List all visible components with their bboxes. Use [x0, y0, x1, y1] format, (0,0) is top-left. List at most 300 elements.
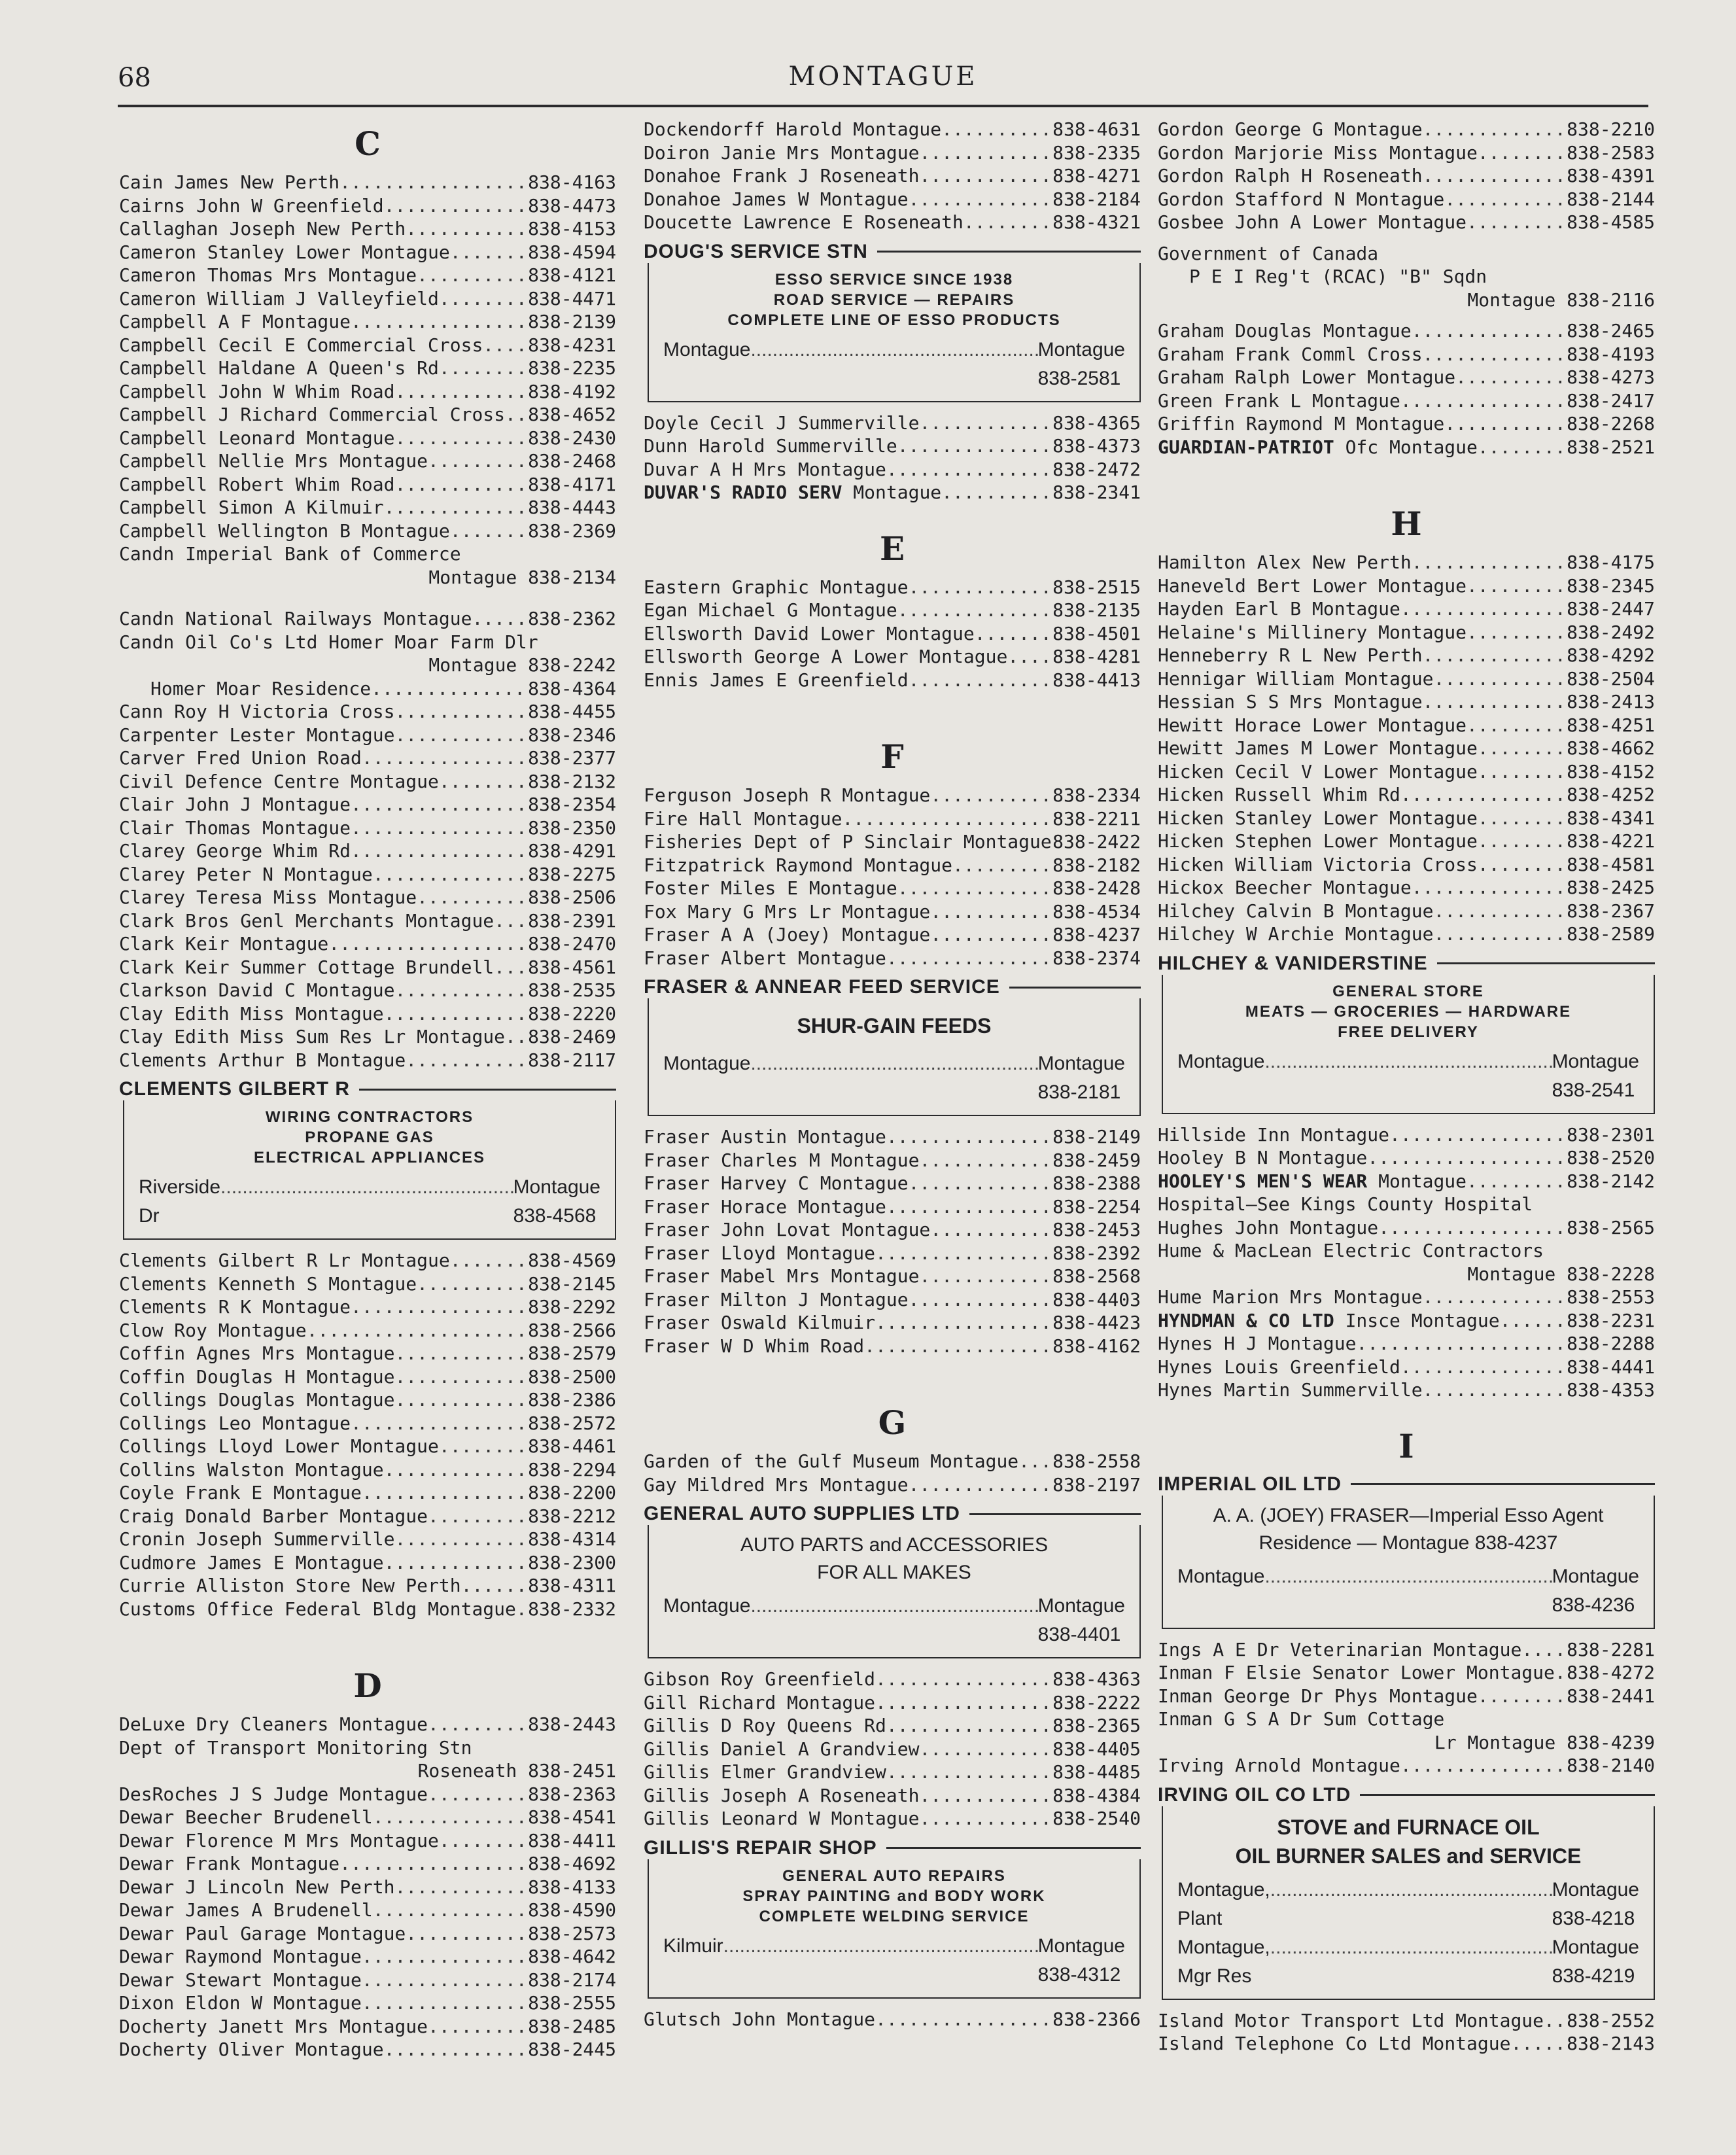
- listing-phone: 838-4501: [1052, 622, 1141, 644]
- listing-name: Hamilton Alex New Perth: [1158, 552, 1412, 573]
- listing-group: [644, 412, 1141, 482]
- listing-group: [119, 1249, 616, 1621]
- listing-entry: [119, 1852, 616, 1876]
- listing-phone: Lr Montague 838-4239: [1434, 1731, 1655, 1753]
- listing-phone: 838-2589: [1567, 923, 1655, 945]
- listing-name: Hewitt James M Lower Montague: [1158, 737, 1478, 759]
- listing-phone: 838-4652: [528, 404, 616, 425]
- listing-name: Campbell A F Montague: [119, 311, 351, 332]
- listing-entry: [1158, 1123, 1655, 1147]
- listing-phone: 838-2132: [528, 770, 616, 792]
- listing-name: Clark Bros Genl Merchants Montague: [119, 909, 495, 932]
- listing-phone: 838-4485: [1052, 1761, 1141, 1783]
- listing-name: Dewar Frank Montague: [119, 1853, 340, 1874]
- listing-entry: [644, 1288, 1141, 1312]
- listing-name: Irving Arnold Montague: [1158, 1755, 1400, 1776]
- listing-entry: [1158, 389, 1655, 413]
- listing-phone: 838-2222: [1052, 1691, 1141, 1713]
- listing-group: [644, 118, 1141, 234]
- listing-name: Foster Miles E Montague: [644, 877, 897, 899]
- listing-entry: [644, 1784, 1141, 1808]
- listing-name: DeLuxe Dry Cleaners Montague: [119, 1713, 428, 1735]
- listing-group: [1158, 551, 1655, 946]
- listing-entry: [119, 1458, 616, 1482]
- listing-name: Griffin Raymond M Montague: [1158, 413, 1445, 434]
- listing-name: Graham Frank Comml Cross: [1158, 343, 1423, 365]
- ad-address: Montague, Plant: [1177, 1878, 1270, 1929]
- listing-entry: [644, 1714, 1141, 1738]
- listing-name: Clarey Peter N Montague: [119, 863, 373, 885]
- listing-entry: [1158, 807, 1655, 830]
- ad-address: Riverside Dr: [139, 1176, 221, 1227]
- listing-entry: [119, 1528, 616, 1551]
- listing-entry: [119, 1249, 616, 1272]
- ad-line: OIL BURNER SALES and SERVICE: [1235, 1844, 1582, 1868]
- column-3: [1158, 118, 1655, 2056]
- listing-phone: 838-2117: [528, 1049, 616, 1071]
- listing-phone: 838-2558: [1052, 1450, 1141, 1472]
- listing-entry: [644, 1265, 1141, 1288]
- listing-name: Hicken Russell Whim Rd: [1158, 784, 1400, 805]
- listing-entry: [119, 631, 616, 654]
- listing-phone: 838-2425: [1567, 877, 1655, 898]
- listing-entry: [1158, 188, 1655, 211]
- listing-phone: 838-2443: [528, 1713, 616, 1735]
- listing-phone: 838-4353: [1567, 1379, 1655, 1401]
- listing-name: Donahoe James W Montague: [644, 188, 909, 210]
- listing-phone: 838-2579: [528, 1342, 616, 1364]
- listing-entry: [1158, 1378, 1655, 1402]
- listing-entry: [1158, 1332, 1655, 1356]
- listing-phone: 838-2565: [1567, 1216, 1655, 1238]
- listing-entry: [644, 1125, 1141, 1149]
- listing-entry: [119, 1806, 616, 1829]
- listing-entry: [119, 287, 616, 311]
- listing-name: Campbell J Richard Commercial Cross: [119, 404, 506, 425]
- ad-gillis-repair: [644, 1837, 1141, 1999]
- listing-entry: [119, 1025, 616, 1049]
- listing-entry: [119, 496, 616, 519]
- listing-entry: [119, 956, 616, 979]
- listing-name: Fraser Milton J Montague: [644, 1288, 909, 1310]
- listing-entry: [1158, 319, 1655, 343]
- listing-name: Government of Canada: [1158, 242, 1379, 264]
- listing-name: DesRoches J S Judge Montague: [119, 1783, 428, 1805]
- listing-name: Gordon Ralph H Roseneath: [1158, 165, 1423, 186]
- listing-name: Inman G S A Dr Sum Cottage: [1158, 1708, 1445, 1730]
- listing-phone: 838-2388: [1052, 1172, 1141, 1194]
- listing-entry: [119, 793, 616, 816]
- listing-phone: 838-4441: [1567, 1356, 1655, 1378]
- listing-name: Gosbee John A Lower Montague: [1158, 211, 1467, 233]
- listing-group: [1158, 319, 1655, 436]
- listing-phone: 838-4251: [1567, 714, 1655, 736]
- listing-name: Collings Douglas Montague: [119, 1389, 395, 1410]
- ad-address: Montague: [663, 1053, 751, 1074]
- listing-name: Clair Thomas Montague: [119, 816, 351, 839]
- listing-name: Docherty Oliver Montague: [119, 2039, 384, 2060]
- listing-phone: 838-2377: [528, 747, 616, 769]
- listing-name: Dixon Eldon W Montague: [119, 1992, 362, 2014]
- listing-name: Craig Donald Barber Montague: [119, 1505, 428, 1527]
- listing-phone: 838-2441: [1567, 1685, 1655, 1707]
- listing-phone: 838-2149: [1052, 1126, 1141, 1148]
- listing-entry: [644, 1195, 1141, 1219]
- listing-phone: 838-2346: [528, 724, 616, 746]
- listing-entry: [644, 784, 1141, 807]
- listing-phone: 838-2275: [528, 863, 616, 885]
- listing-entry: [119, 979, 616, 1002]
- listing-entry: [644, 164, 1141, 188]
- listing-entry: [644, 1807, 1141, 1831]
- listing-name: Clair John J Montague: [119, 794, 351, 815]
- listing-phone: 838-2144: [1567, 188, 1655, 210]
- listing-entry: [644, 2008, 1141, 2031]
- listing-phone: 838-2184: [1052, 188, 1141, 210]
- listing-phone: 838-2367: [1567, 900, 1655, 922]
- listing-phone: 838-2281: [1567, 1638, 1655, 1660]
- listing-phone: 838-2555: [528, 1992, 616, 2014]
- listing-entry: [119, 1272, 616, 1296]
- listing-entry: [1158, 1239, 1655, 1263]
- listing-entry: [1158, 1146, 1655, 1170]
- listing-phone: 838-2573: [528, 1922, 616, 1944]
- listing-name: Inman F Elsie Senator Lower Montague: [1158, 1662, 1555, 1683]
- listing-phone: 838-2200: [528, 1482, 616, 1503]
- listing-entry: [119, 1049, 616, 1072]
- listing-phone: 838-4341: [1567, 807, 1655, 829]
- listing-name: Montague: [1378, 1170, 1467, 1192]
- page-number: 68: [118, 63, 151, 93]
- listing-phone: 838-4221: [1567, 830, 1655, 852]
- listing-entry: [1158, 551, 1655, 574]
- listing-name: Fraser Horace Montague: [644, 1195, 886, 1218]
- listing-name: Docherty Janett Mrs Montague: [119, 2015, 428, 2037]
- listing-phone: 838-4534: [1052, 900, 1141, 922]
- listing-entry: [644, 1761, 1141, 1784]
- listing-phone: 838-4692: [528, 1853, 616, 1874]
- listing-entry: [1158, 760, 1655, 784]
- listing-entry: [119, 1945, 616, 1969]
- listing-name: Hicken Stephen Lower Montague: [1158, 830, 1478, 852]
- listing-phone: 838-2535: [528, 979, 616, 1001]
- listing-phone: 838-4384: [1052, 1784, 1141, 1806]
- listing-name: Clements Kenneth S Montague: [119, 1272, 417, 1295]
- listing-entry: [119, 746, 616, 770]
- ad-irving-oil: [1158, 1784, 1655, 2000]
- listing-entry: [644, 1242, 1141, 1265]
- listing-name: Campbell Haldane A Queen's Rd: [119, 357, 439, 379]
- listing-entry: [644, 1473, 1141, 1497]
- listing-entry: [119, 473, 616, 497]
- listing-name: Clements Gilbert R Lr Montague: [119, 1250, 450, 1271]
- listing-name: Ferguson Joseph R Montague: [644, 784, 931, 806]
- listing-entry: [644, 947, 1141, 970]
- listing-phone: 838-4423: [1052, 1312, 1141, 1333]
- ad-line: ESSO SERVICE SINCE 1938: [774, 270, 1014, 289]
- ad-phone: Montague 838-4219: [1552, 1936, 1639, 1987]
- listing-entry: [644, 900, 1141, 924]
- listing-entry: [1158, 265, 1655, 289]
- listing-phone: 838-2362: [528, 608, 616, 629]
- listing-entry: [119, 839, 616, 863]
- listing-name: Hughes John Montague: [1158, 1216, 1379, 1238]
- listing-entry: [119, 194, 616, 218]
- ad-line: PROPANE GAS: [305, 1129, 434, 1146]
- listing-entry: [1158, 141, 1655, 165]
- listing-phone: 838-2363: [528, 1783, 616, 1805]
- listing-group: [1158, 1638, 1655, 1708]
- listing-group: [644, 576, 1141, 692]
- listing-name: Hynes Martin Summerville: [1158, 1379, 1423, 1401]
- listing-name: Ofc Montague: [1345, 436, 1478, 458]
- listing-name: Gordon George G Montague: [1158, 118, 1423, 140]
- listing-entry: [1158, 2009, 1655, 2033]
- listing-name: Ellsworth George A Lower Montague: [644, 646, 1008, 667]
- listing-phone: 838-2140: [1567, 1755, 1655, 1776]
- listing-name: Dunn Harold Summerville: [644, 435, 897, 457]
- listing-phone: 838-4662: [1567, 737, 1655, 759]
- listing-name: Fraser Albert Montague: [644, 947, 886, 969]
- listing-name: Hicken Stanley Lower Montague: [1158, 807, 1478, 829]
- listing-phone: 838-2182: [1052, 854, 1141, 876]
- listing-phone: 838-2135: [1052, 599, 1141, 621]
- listing-entry: [119, 1598, 616, 1621]
- listing-name: Cann Roy H Victoria Cross: [119, 701, 395, 722]
- listing-entry: [1158, 1638, 1655, 1662]
- listing-group: [119, 1783, 616, 2061]
- listing-phone: 838-2334: [1052, 784, 1141, 806]
- listing-name: Dewar J Lincoln New Perth: [119, 1876, 395, 1898]
- listing-phone: Montague 838-2134: [428, 566, 616, 588]
- listing-name: Campbell John W Whim Road: [119, 380, 395, 402]
- listing-entry: [644, 1218, 1141, 1242]
- ad-box: [648, 1859, 1141, 1999]
- ad-phone: Montague 838-4312: [1037, 1935, 1125, 1986]
- listing-phone: 838-2143: [1567, 2033, 1655, 2054]
- listing-group: [644, 1668, 1141, 1831]
- ad-phone: Montague 838-4568: [513, 1176, 600, 1227]
- listing-name: Fraser Mabel Mrs Montague: [644, 1265, 920, 1287]
- listing-entry: [119, 1713, 616, 1736]
- listing-entry: [1158, 118, 1655, 141]
- ad-address: Montague: [1177, 1565, 1265, 1587]
- listing-phone: 838-4364: [528, 677, 616, 699]
- listing-phone: 838-2231: [1567, 1309, 1655, 1331]
- listing-group: [644, 784, 1141, 970]
- listing-phone: 838-4121: [528, 264, 616, 286]
- ad-box: [648, 998, 1141, 1116]
- page-header: [118, 60, 1648, 99]
- listing-phone: 838-4314: [528, 1528, 616, 1550]
- listing-phone: 838-4413: [1052, 669, 1141, 691]
- listing-name: Ellsworth David Lower Montague: [644, 622, 975, 644]
- listing-phone: 838-2366: [1052, 2008, 1141, 2030]
- listing-entry: [644, 645, 1141, 669]
- ad-line: WIRING CONTRACTORS: [265, 1108, 474, 1126]
- listing-name: Fraser A A (Joey) Montague: [644, 924, 931, 945]
- listing-entry: [1158, 242, 1655, 266]
- listing-entry: [119, 909, 616, 933]
- listing-name: Hooley B N Montague: [1158, 1147, 1368, 1168]
- ad-line: SHUR-GAIN FEEDS: [797, 1014, 992, 1038]
- listing-entry: [644, 412, 1141, 435]
- listing-name: Candn Imperial Bank of Commerce: [119, 543, 461, 565]
- listing-entry: [119, 724, 616, 747]
- listing-entry: [644, 669, 1141, 692]
- page-title: MONTAGUE: [788, 61, 978, 92]
- listing-name: Cameron William J Valleyfield: [119, 287, 439, 309]
- listing-phone: 838-2472: [1052, 458, 1141, 480]
- listing-phone: 838-2350: [528, 816, 616, 839]
- ad-line: STOVE and FURNACE OIL: [1277, 1815, 1540, 1839]
- listing-entry: [1158, 737, 1655, 760]
- listing-phone: 838-2212: [528, 1505, 616, 1527]
- section-letter-h: H: [1391, 504, 1422, 543]
- listing-entry: [119, 1412, 616, 1435]
- ad-line: ELECTRICAL APPLIANCES: [253, 1149, 486, 1166]
- listing-entry: [119, 2015, 616, 2039]
- listing-entry: [644, 1149, 1141, 1172]
- listing-name: Donahoe Frank J Roseneath: [644, 165, 920, 186]
- listing-name: Cronin Joseph Summerville: [119, 1528, 395, 1550]
- listing-name: Green Frank L Montague: [1158, 389, 1400, 412]
- listing-entry: [119, 449, 616, 473]
- listing-entry: [119, 427, 616, 450]
- listing-entry: [644, 118, 1141, 141]
- ad-address: Kilmuir: [663, 1935, 723, 1957]
- section-letter-f: F: [880, 737, 904, 776]
- ad-line: COMPLETE LINE OF ESSO PRODUCTS: [727, 311, 1061, 329]
- listing-phone: Roseneath 838-2451: [417, 1760, 616, 1781]
- listing-entry: [119, 677, 616, 701]
- section-letter-e: E: [879, 529, 905, 568]
- listing-phone: 838-2365: [1052, 1715, 1141, 1736]
- listing-phone: 838-2430: [528, 427, 616, 449]
- listing-entry: [119, 1319, 616, 1342]
- ad-address: Montague: [663, 338, 751, 360]
- listing-name: Doucette Lawrence E Roseneath: [644, 211, 963, 233]
- ad-box: [1162, 975, 1655, 1114]
- listing-phone: 838-2211: [1052, 807, 1141, 830]
- listing-phone: 838-4411: [528, 1829, 616, 1851]
- listing-name: Hume Marion Mrs Montague: [1158, 1286, 1423, 1308]
- listing-entry: [119, 607, 616, 631]
- ad-phone: Montague 838-4218: [1552, 1878, 1639, 1929]
- listing-entry: [1158, 1685, 1655, 1708]
- listing-phone: 838-4363: [1052, 1668, 1141, 1690]
- listing-phone: 838-2572: [528, 1412, 616, 1434]
- listing-phone: 838-4231: [528, 334, 616, 356]
- listing-entry: [119, 171, 616, 194]
- listing-name: Ings A E Dr Veterinarian Montague: [1158, 1638, 1522, 1660]
- listing-name: Customs Office Federal Bldg Montague: [119, 1598, 516, 1620]
- listing-name: Gay Mildred Mrs Montague: [644, 1473, 909, 1496]
- listing-name: Campbell Nellie Mrs Montague: [119, 450, 428, 472]
- column-1: [119, 118, 616, 2061]
- listing-entry: [119, 1481, 616, 1505]
- listing-name: Hicken Cecil V Lower Montague: [1158, 760, 1478, 782]
- listing-phone: 838-4237: [1052, 924, 1141, 945]
- ad-line: FOR ALL MAKES: [817, 1562, 971, 1583]
- section-letter-g: G: [878, 1403, 907, 1442]
- listing-entry: [1158, 211, 1655, 234]
- listing-name: Fisheries Dept of P Sinclair Montague: [644, 831, 1052, 852]
- listing-entry: [644, 1335, 1141, 1358]
- listing-phone: 838-4581: [1567, 853, 1655, 875]
- listing-name: Haneveld Bert Lower Montague: [1158, 574, 1467, 597]
- listing-entry: [1158, 574, 1655, 598]
- column-2: [644, 118, 1141, 2031]
- listing-phone: 838-2500: [528, 1365, 616, 1388]
- listing-phone: 838-4175: [1567, 552, 1655, 573]
- listing-phone: 838-2292: [528, 1296, 616, 1318]
- listing-entry: [1158, 597, 1655, 621]
- listing-entry: [1158, 644, 1655, 667]
- listing-name: Cain James New Perth: [119, 171, 340, 193]
- listing-phone: 838-4171: [528, 473, 616, 495]
- listing-phone: 838-2515: [1052, 576, 1141, 598]
- listing-name: Clark Keir Montague: [119, 933, 329, 955]
- listing-name: Fox Mary G Mrs Lr Montague: [644, 900, 931, 922]
- listing-group: [644, 1125, 1141, 1358]
- ad-address: Montague, Mgr Res: [1177, 1936, 1270, 1987]
- listing-phone: 838-2422: [1052, 831, 1141, 852]
- listing-phone: 838-2485: [528, 2015, 616, 2037]
- listing-phone: 838-2235: [528, 357, 616, 379]
- listing-entry: [119, 816, 616, 840]
- listing-entry: [119, 1969, 616, 1992]
- listing-name: Collings Lloyd Lower Montague: [119, 1435, 439, 1457]
- listing-name: Callaghan Joseph New Perth: [119, 218, 406, 239]
- listing-phone: 838-2504: [1567, 667, 1655, 690]
- listing-name: Hilchey W Archie Montague: [1158, 923, 1434, 945]
- listing-phone: 838-2374: [1052, 947, 1141, 969]
- listing-name: Fraser John Lovat Montague: [644, 1219, 931, 1240]
- listing-group: [1158, 2009, 1655, 2056]
- listing-name: Hennigar William Montague: [1158, 667, 1434, 690]
- listing-phone: 838-2540: [1052, 1808, 1141, 1829]
- listing-phone: 838-2552: [1567, 2009, 1655, 2031]
- listing-entry: [644, 1172, 1141, 1195]
- ad-line: A. A. (JOEY) FRASER—Imperial Esso Agent: [1213, 1504, 1604, 1526]
- listing-phone: 838-2468: [528, 450, 616, 472]
- listing-name: Homer Moar Residence: [150, 677, 372, 699]
- listing-name: Dewar Paul Garage Montague: [119, 1922, 406, 1944]
- listing-name: Clay Edith Miss Montague: [119, 1002, 384, 1025]
- listing-entry: [1158, 1170, 1655, 1193]
- listing-entry: [119, 1899, 616, 1922]
- listing-entry: [1158, 343, 1655, 366]
- listing-name: Fraser Charles M Montague: [644, 1149, 920, 1171]
- ad-title: DOUG'S SERVICE STN: [644, 241, 1141, 263]
- listing-entry: [1158, 164, 1655, 188]
- listing-name: Insce Montague: [1345, 1309, 1500, 1331]
- listing-phone: 838-4569: [528, 1250, 616, 1271]
- listing-phone: 838-2139: [528, 311, 616, 332]
- listing-group: [119, 700, 616, 1072]
- ad-line: GENERAL STORE: [1332, 982, 1484, 1000]
- listing-name: Clarey Teresa Miss Montague: [119, 886, 417, 908]
- ad-phone: Montague 838-2541: [1552, 1050, 1639, 1101]
- listing-name-bold: GUARDIAN-PATRIOT: [1158, 436, 1334, 458]
- header-rule: [118, 105, 1648, 107]
- ad-phone: Montague 838-4236: [1552, 1565, 1639, 1616]
- listing-entry: [119, 1002, 616, 1026]
- ad-title: IMPERIAL OIL LTD: [1158, 1473, 1655, 1496]
- listing-phone: 838-4163: [528, 171, 616, 193]
- section-letter-c: C: [355, 124, 381, 163]
